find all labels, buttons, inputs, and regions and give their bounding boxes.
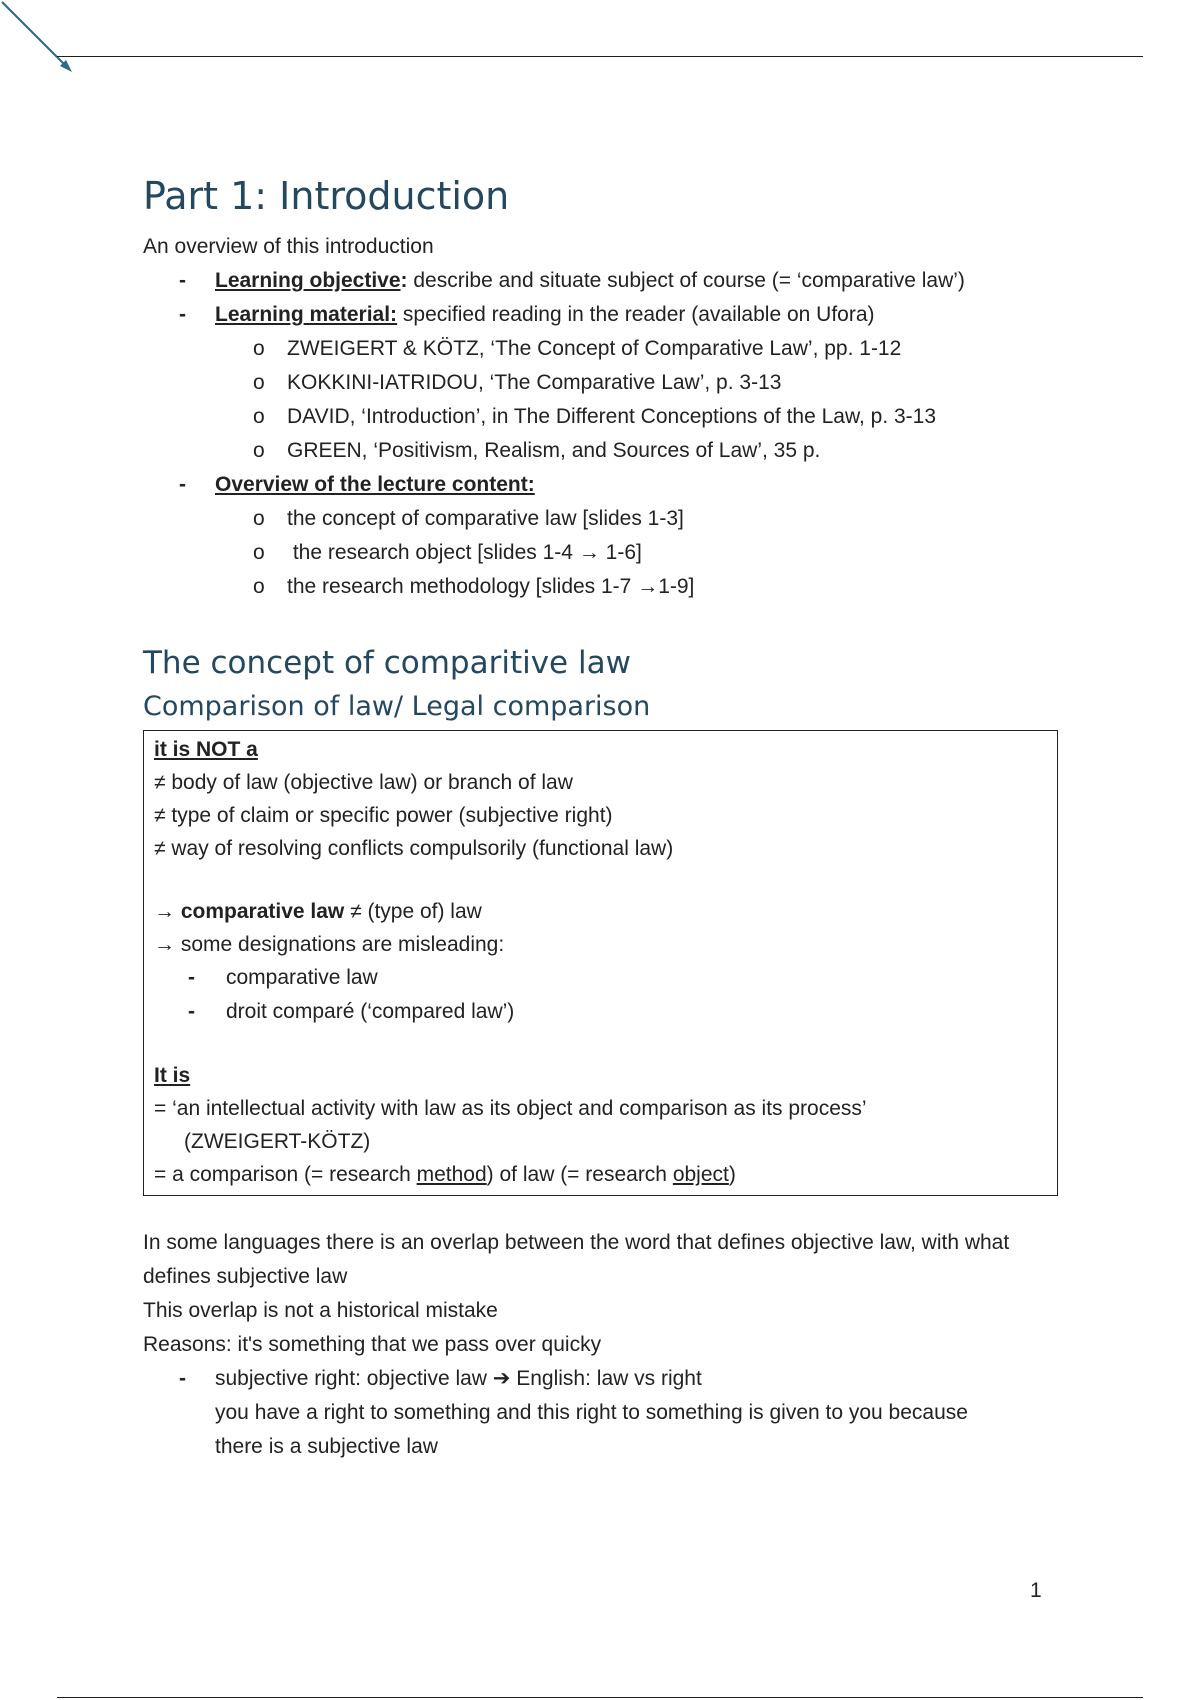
reading-item: KOKKINI-IATRIDOU, ‘The Comparative Law’, p. 3-13 bbox=[287, 370, 782, 394]
paragraph: defines subjective law bbox=[143, 1265, 348, 1289]
reading-item: GREEN, ‘Positivism, Realism, and Sources of Law’, 35 p. bbox=[287, 438, 821, 462]
footer-rule bbox=[57, 1697, 1143, 1698]
content-item: the concept of comparative law [slides 1-3] bbox=[287, 506, 684, 530]
quote-source: (ZWEIGERT-KÖTZ) bbox=[184, 1130, 371, 1154]
not-item: ≠ way of resolving conflicts compulsorily (functional law) bbox=[154, 837, 674, 861]
not-item: ≠ type of claim or specific power (subjective right) bbox=[154, 804, 613, 828]
quote-line: = ‘an intellectual activity with law as its object and comparison as its process’ bbox=[154, 1097, 867, 1121]
arrow-line: → some designations are misleading: bbox=[154, 933, 505, 957]
section-title: The concept of comparitive law bbox=[143, 644, 631, 681]
circle-bullet-icon: o bbox=[253, 336, 265, 360]
paragraph: In some languages there is an overlap between the word that defines objective law, with what bbox=[143, 1231, 1010, 1255]
circle-bullet-icon: o bbox=[253, 438, 265, 462]
reading-item: DAVID, ‘Introduction’, in The Different Conceptions of the Law, p. 3-13 bbox=[287, 404, 937, 428]
arrow-rest: ≠ (type of) law bbox=[344, 900, 482, 924]
content-item: the research object [slides 1-4 → 1-6] bbox=[287, 540, 642, 564]
contents-list bbox=[143, 502, 1058, 604]
arrow-line bbox=[154, 895, 1047, 928]
misleading-list bbox=[154, 961, 1047, 1029]
definition-line bbox=[154, 1158, 1047, 1191]
objective-label: Learning objective bbox=[215, 268, 401, 292]
reason-line: there is a subjective law bbox=[215, 1435, 438, 1459]
circle-bullet-icon: o bbox=[253, 370, 265, 394]
is-heading: It is bbox=[154, 1064, 191, 1088]
def-object: object bbox=[672, 1163, 729, 1187]
not-heading: it is NOT a bbox=[154, 738, 258, 762]
page-number: 1 bbox=[1030, 1579, 1042, 1602]
material-label: Learning material: bbox=[215, 302, 398, 326]
list-item bbox=[143, 434, 1058, 468]
list-item: - droit comparé (‘compared law’) bbox=[154, 995, 1047, 1029]
circle-bullet-icon: o bbox=[253, 574, 265, 598]
reason-line: you have a right to something and this right to something is given to you because bbox=[215, 1401, 968, 1425]
paragraph: Reasons: it's something that we pass over quicky bbox=[143, 1333, 602, 1357]
material-text: specified reading in the reader (available on Ufora) bbox=[397, 302, 875, 326]
definition-box bbox=[143, 730, 1058, 1196]
objective-text: describe and situate subject of course (= ‘comparative law’) bbox=[407, 268, 965, 292]
paragraph: This overlap is not a historical mistake bbox=[143, 1299, 498, 1323]
page-title: Part 1: Introduction bbox=[143, 174, 510, 218]
readings-list bbox=[143, 332, 1058, 468]
reason-line: - subjective right: objective law ➔ English: law vs right bbox=[215, 1367, 702, 1391]
header-rule bbox=[57, 56, 1143, 57]
list-item bbox=[143, 570, 1058, 604]
subsection-title: Comparison of law/ Legal comparison bbox=[143, 691, 651, 723]
content-label: Overview of the lecture content: bbox=[215, 472, 535, 496]
circle-bullet-icon: o bbox=[253, 540, 265, 564]
def-start: = a comparison (= research bbox=[154, 1163, 417, 1187]
def-middle: ) of law (= research bbox=[486, 1163, 673, 1187]
list-item bbox=[143, 502, 1058, 536]
list-item bbox=[143, 468, 1058, 604]
reading-item: ZWEIGERT & KÖTZ, ‘The Concept of Comparative Law’, pp. 1-12 bbox=[287, 336, 902, 360]
diagonal-arrow-icon bbox=[0, 0, 80, 80]
arrow-bold-term: comparative law bbox=[180, 900, 345, 924]
list-item bbox=[143, 298, 1058, 468]
list-item bbox=[143, 1362, 1058, 1464]
arrow-prefix: → bbox=[154, 900, 181, 924]
not-item: ≠ body of law (objective law) or branch of law bbox=[154, 771, 573, 795]
reasons-list bbox=[143, 1362, 1058, 1464]
overview-list bbox=[143, 264, 1058, 604]
content-item: the research methodology [slides 1-7 →1-9] bbox=[287, 574, 695, 598]
circle-bullet-icon: o bbox=[253, 404, 265, 428]
list-item bbox=[143, 536, 1058, 570]
def-end: ) bbox=[728, 1163, 736, 1187]
objective-sep: : bbox=[400, 268, 408, 292]
list-item bbox=[143, 332, 1058, 366]
list-item: - comparative law bbox=[154, 961, 1047, 995]
list-item bbox=[143, 400, 1058, 434]
overview-intro: An overview of this introduction bbox=[143, 234, 434, 258]
list-item bbox=[143, 366, 1058, 400]
document-body bbox=[143, 176, 1058, 1464]
circle-bullet-icon: o bbox=[253, 506, 265, 530]
list-item bbox=[143, 264, 1058, 298]
def-method: method bbox=[416, 1163, 487, 1187]
